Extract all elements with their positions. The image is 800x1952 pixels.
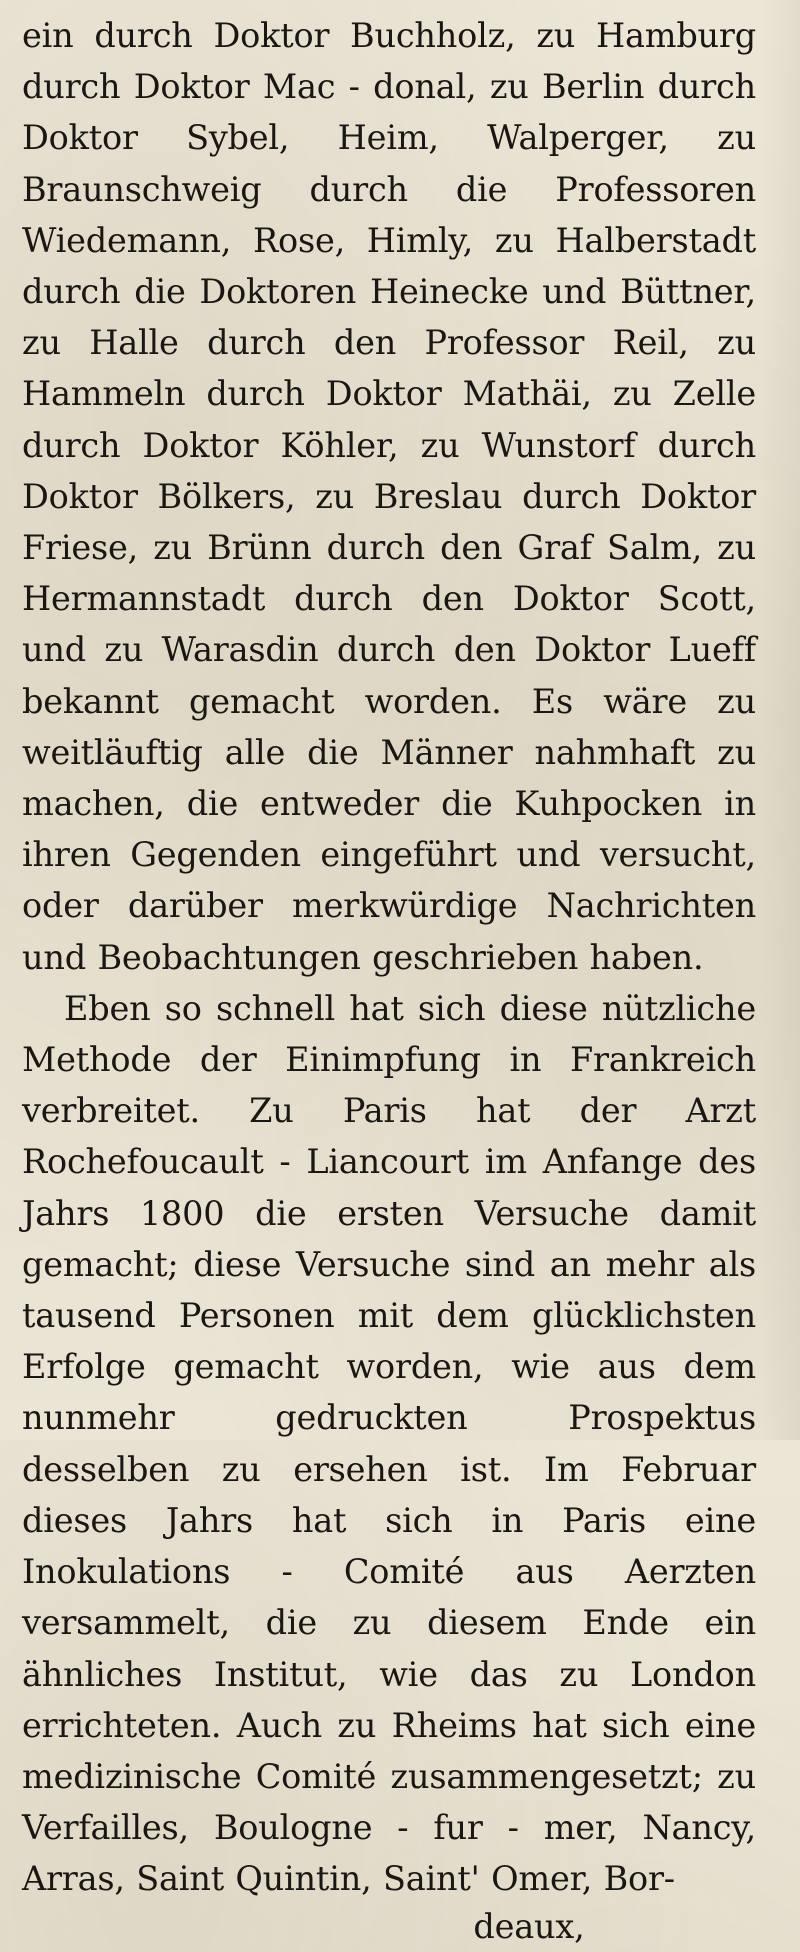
paragraph-france: Eben so schnell hat sich diese nützliche Methode der Einimpfung in Frankreich verbreitet. Zu Paris hat der Arzt Rochefoucault - Liancourt im Anfange des Jahrs 1800 die ersten Versuche damit gemacht; diese Versuche sind an mehr als tausend Personen mit dem glücklichsten Erfolge gemacht worden, wie aus dem nunmehr gedruckten Prospektus desselben zu ersehen ist. Im Februar dieses Jahrs hat sich in Paris eine Inokulations - Comité aus Aerzten versammelt, die zu diesem Ende ein ähnliches Institut, wie das zu London errichteten. Auch zu Rheims hat sich eine medizinische Comité zusammengesetzt; zu Verfailles, Boulogne - fur - mer, Nancy, Arras, Saint Quintin, Saint' Omer, Bor- [22,988,756,1899]
final-line: deaux, [473,1906,585,1946]
page-edge-shadow [760,0,800,1440]
body-text [22,10,756,1952]
paragraph-continuation: ein durch Doktor Buchholz, zu Hamburg durch Doktor Mac - donal, zu Berlin durch Doktor Sybel, Heim, Walperger, zu Braunschweig durch die Professoren Wiedemann, Rose, Himly, zu Halberstadt durch die Doktoren Heinecke und Büttner, zu Halle durch den Professor Reil, zu Hammeln durch Doktor Mathäi, zu Zelle durch Doktor Köhler, zu Wunstorf durch Doktor Bölkers, zu Breslau durch Doktor Friese, zu Brünn durch den Graf Salm, zu Hermannstadt durch den Doktor Scott, und zu Warasdin durch den Doktor Lueff bekannt gemacht worden. Es wäre zu weitläuftig alle die Männer nahmhaft zu machen, die entweder die Kuhpocken in ihren Gegenden eingeführt und versucht, oder darüber merkwürdige Nachrichten und Beobachtungen geschrieben haben. [22,16,756,977]
